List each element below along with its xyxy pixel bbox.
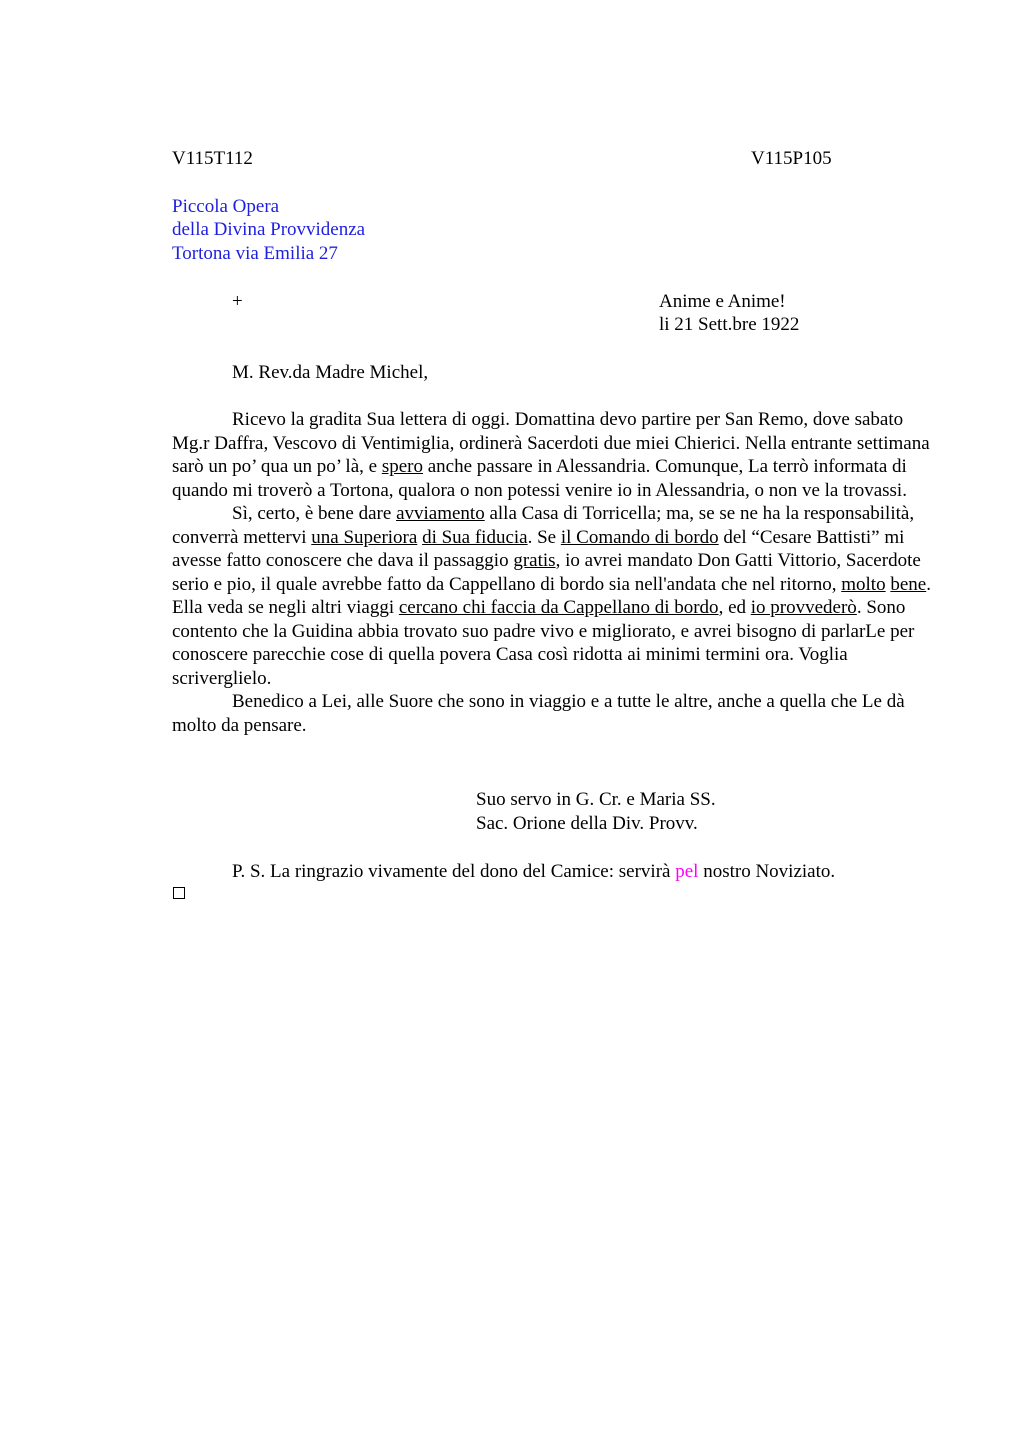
closing-line-1: Suo servo in G. Cr. e Maria SS. — [476, 789, 716, 810]
underlined-text: gratis — [513, 550, 556, 571]
underlined-text: molto — [841, 573, 886, 595]
underlined-text: io provvederò — [750, 597, 857, 618]
letter-body — [172, 408, 932, 737]
underlined-text: una Superiora — [311, 526, 418, 548]
letterhead-line-1: Piccola Opera — [172, 196, 280, 217]
underlined-text: avviamento — [396, 503, 485, 524]
salutation: M. Rev.da Madre Michel, — [232, 362, 429, 383]
paragraph-1: Ricevo la gradita Sua lettera di oggi. Domattina devo partire per San Remo, dove sabato Mg.r Daffra, Vescovo di Ventimiglia, ordinerà Sacerdoti due miei Chierici. Nella entrante settimana sarò un po’ qua un po’ là, e spero anche passare in Alessandria. Comunque, La terrò informata di quando mi troverò a Tortona, qualora o non potessi venire io in Alessandria, o non ve la trovassi. — [172, 409, 930, 501]
letterhead-line-3: Tortona via Emilia 27 — [172, 243, 338, 264]
letterhead-line-2: della Divina Provvidenza — [172, 219, 366, 240]
letter-date: li 21 Sett.bre 1922 — [659, 314, 800, 335]
document-code-left: V115T112 — [172, 148, 253, 169]
paragraph-3: Benedico a Lei, alle Suore che sono in viaggio e a tutte le altre, anche a quella che Le dà molto da pensare. — [172, 691, 905, 736]
cross-symbol: + — [232, 291, 243, 312]
underlined-text: di Sua fiducia — [422, 526, 528, 548]
checkbox-square-icon — [173, 887, 185, 899]
underlined-text: cercano chi faccia da Cappellano di bordo — [398, 597, 719, 618]
signature-line: Sac. Orione della Div. Provv. — [476, 813, 698, 834]
document-code-right: V115P105 — [751, 148, 832, 169]
underlined-text: bene — [890, 573, 927, 595]
highlighted-word: pel — [675, 861, 699, 882]
postscript: P. S. La ringrazio vivamente del dono del Camice: servirà pel nostro Noviziato. — [232, 861, 836, 882]
motto: Anime e Anime! — [659, 291, 786, 312]
underlined-text: il Comando di bordo — [560, 526, 719, 548]
paragraph-2: Sì, certo, è bene dare avviamento alla Casa di Torricella; ma, se se ne ha la responsabilità, converrà mettervi una Superiora di Sua fiducia. Se il Comando di bordo del “Cesare Battisti” mi avesse fatto conoscere che dava il passaggio gratis, io avrei mandato Don Gatti Vittorio, Sacerdote serio e pio, il quale avrebbe fatto da Cappellano di bordo sia nell'andata che nel ritorno, molto bene. Ella veda se negli altri viaggi cercano chi faccia da Cappellano di bordo, ed io provvederò. Sono contento che la Guidina abbia trovato suo padre vivo e migliorato, e avrei bisogno di parlarLe per conoscere parecchie cose di quella povera Casa così ridotta ai minimi termini ora. Voglia scriverglielo. — [172, 503, 931, 689]
underlined-text: spero — [381, 456, 423, 477]
